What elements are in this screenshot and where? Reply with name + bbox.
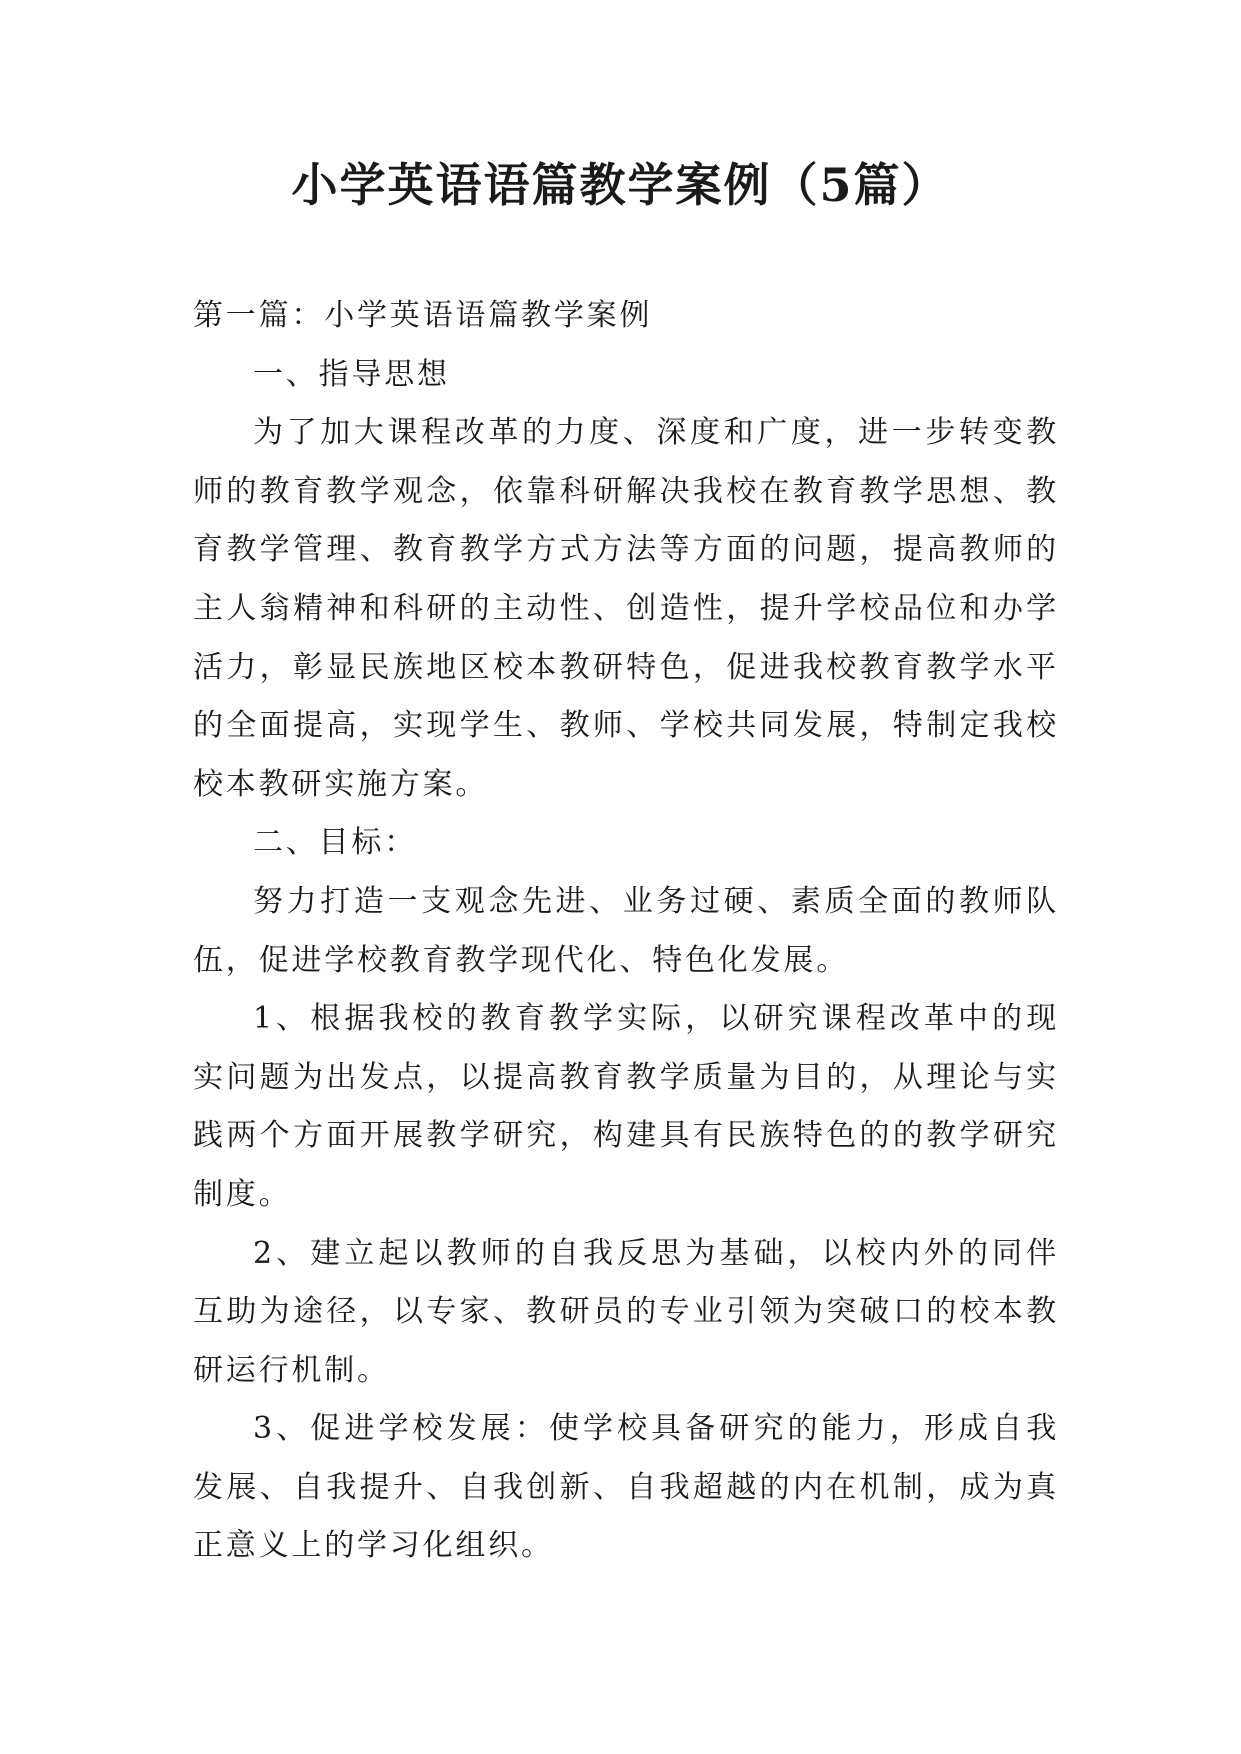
section-heading: 第一篇：小学英语语篇教学案例 (193, 298, 653, 333)
paragraph-guiding-ideology: 为了加大课程改革的力度、深度和广度，进一步转变教师的教育教学观念，依靠科研解决我校在教育教学思想、教育教学管理、教育教学方式方法等方面的问题，提高教师的主人翁精神和科研的主动性、创造性，提升学校品位和办学活力，彰显民族地区校本教研特色，促进我校教育教学水平的全面提高，实现学生、教师、学校共同发展，特制定我校校本教研实施方案。 (193, 415, 1059, 802)
list-item-2: 2、建立起以教师的自我反思为基础，以校内外的同伴互助为途径，以专家、教研员的专业引领为突破口的校本教研运行机制。 (193, 1235, 1059, 1388)
paragraph-goals: 努力打造一支观念先进、业务过硬、素质全面的教师队伍，促进学校教育教学现代化、特色化发展。 (193, 883, 1059, 978)
document-body (193, 287, 1059, 1576)
list-item-1: 1、根据我校的教育教学实际，以研究课程改革中的现实问题为出发点，以提高教育教学质量为目的，从理论与实践两个方面开展教学研究，构建具有民族特色的的教学研究制度。 (193, 1001, 1059, 1212)
list-item-3: 3、促进学校发展：使学校具备研究的能力，形成自我发展、自我提升、自我创新、自我超越的内在机制，成为真正意义上的学习化组织。 (193, 1411, 1059, 1564)
heading-goals: 二、目标： (253, 825, 417, 861)
heading-guiding-ideology: 一、指导思想 (253, 356, 450, 392)
document-title: 小学英语语篇教学案例（5篇） (291, 158, 950, 212)
